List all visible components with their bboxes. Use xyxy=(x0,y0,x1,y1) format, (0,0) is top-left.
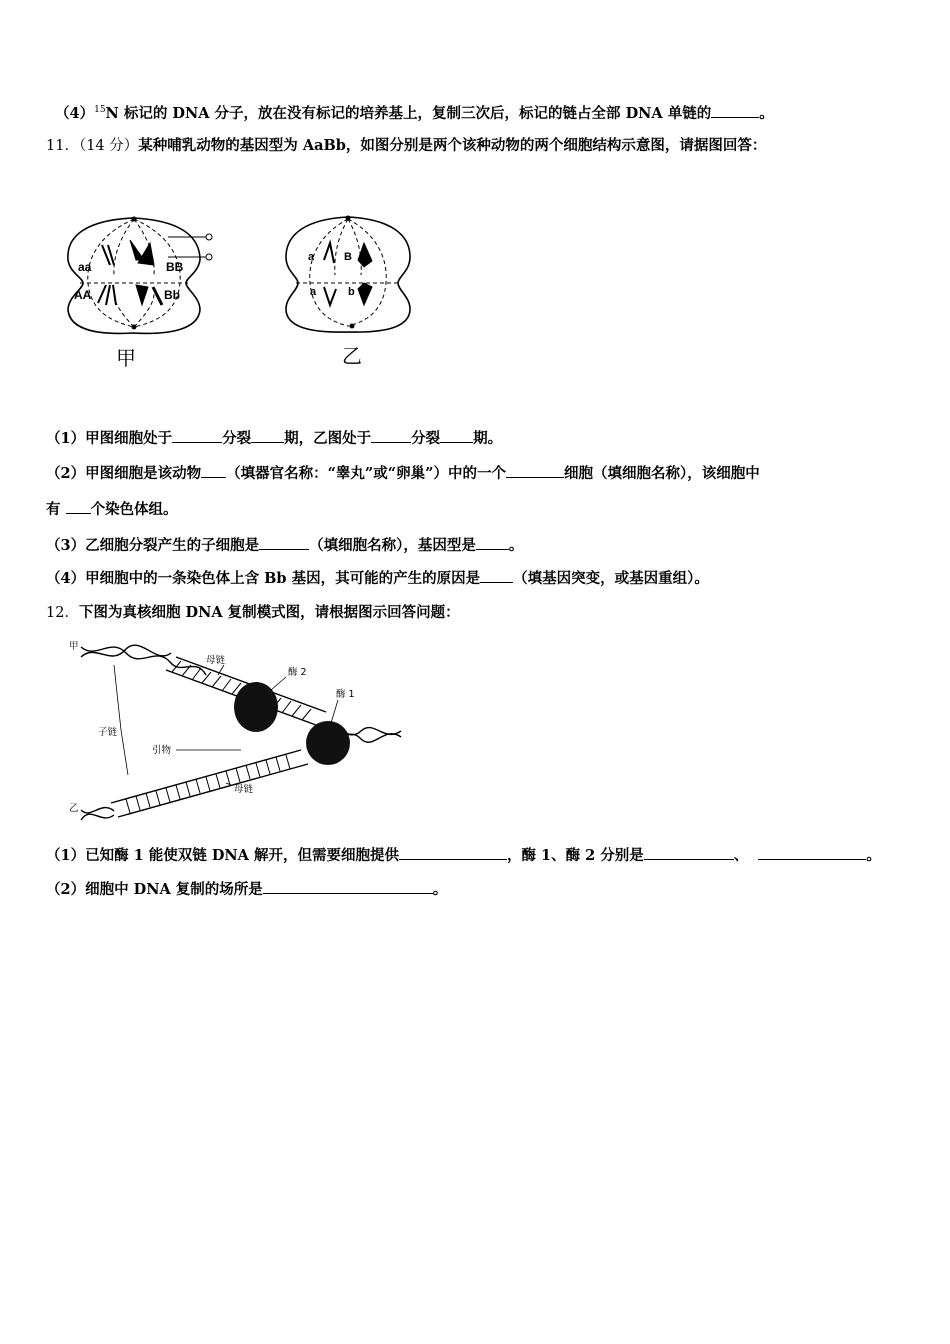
label-yinwu: 引物 xyxy=(152,745,172,756)
answer-blank[interactable] xyxy=(172,428,222,443)
gene-label-a1: a xyxy=(308,251,315,263)
q11-stem-line xyxy=(46,136,766,156)
q12-1-text: 。 xyxy=(866,847,881,864)
q11-1-text: 期，乙图处于 xyxy=(284,430,372,447)
q11-2-text: （2）甲图细胞是该动物 xyxy=(46,465,202,482)
answer-blank[interactable] xyxy=(399,845,507,860)
q12-number: 12． xyxy=(46,605,79,621)
gene-label-B: B xyxy=(344,251,352,263)
answer-blank[interactable] xyxy=(201,463,226,478)
q11-2-text: 个染色体组。 xyxy=(90,501,178,518)
q11-3-text: （填细胞名称），基因型是 xyxy=(309,537,476,554)
gene-label-a2: a xyxy=(310,286,317,298)
q10-4-number: （4） xyxy=(55,105,95,122)
answer-blank[interactable] xyxy=(644,845,734,860)
label-enzyme-2: 酶 2 xyxy=(288,667,307,678)
q11-3-text: （3）乙细胞分裂产生的子细胞是 xyxy=(46,537,260,554)
strand-label-yi: 乙 xyxy=(69,803,79,814)
isotope-superscript: 15 xyxy=(94,105,106,115)
q11-4-line xyxy=(46,568,709,589)
answer-blank[interactable] xyxy=(371,428,411,443)
label-enzyme-1: 酶 1 xyxy=(336,689,355,700)
gene-label-b: b xyxy=(348,286,355,298)
label-zilian: 子链 xyxy=(98,727,118,738)
answer-blank[interactable] xyxy=(476,535,509,550)
q10-4-line xyxy=(55,100,774,124)
cell-division-figure xyxy=(58,205,428,370)
punct: 。 xyxy=(759,105,774,122)
gene-label-BB: BB xyxy=(166,260,184,274)
figure-label-jia: 甲 xyxy=(116,348,136,370)
answer-blank[interactable] xyxy=(480,568,513,583)
strand-label-jia: 甲 xyxy=(69,641,79,652)
q12-2-line xyxy=(46,879,447,900)
q11-2-text: 有 xyxy=(46,501,66,518)
q12-2-text: （2）细胞中 DNA 复制的场所是 xyxy=(46,881,263,898)
gene-label-Bb: Bb xyxy=(164,288,180,302)
answer-blank[interactable] xyxy=(263,879,433,894)
q11-3-text: 。 xyxy=(508,537,524,554)
q12-1-text: 、 xyxy=(733,847,749,864)
label-mulian-upper: 母链 xyxy=(206,655,226,666)
q12-1-text: （1）已知酶 1 能使双链 DNA 解开，但需要细胞提供 xyxy=(46,847,399,864)
q11-2-text: （填器官名称：“睾丸”或“卵巢”）中的一个 xyxy=(226,465,506,482)
q10-4-text: N 标记的 DNA 分子，放在没有标记的培养基上，复制三次后，标记的链占全部 DNA 单链的 xyxy=(105,105,712,122)
answer-blank[interactable] xyxy=(758,845,866,860)
answer-blank[interactable] xyxy=(259,535,309,550)
gene-label-AA: AA xyxy=(74,288,92,302)
cell-yi-membrane xyxy=(286,217,410,332)
q12-2-text: 。 xyxy=(432,881,448,898)
q12-1-text: ，酶 1、酶 2 分别是 xyxy=(506,847,644,864)
q12-stem-line xyxy=(46,603,460,623)
q11-4-text: （填基因突变，或基因重组）。 xyxy=(513,570,709,587)
q11-number: 11． xyxy=(46,138,79,154)
answer-blank[interactable] xyxy=(251,428,284,443)
q11-4-text: （4）甲细胞中的一条染色体上含 Bb 基因，其可能的产生的原因是 xyxy=(46,570,481,587)
q11-stem: 某种哺乳动物的基因型为 AaBb，如图分别是两个该种动物的两个细胞结构示意图，请据图回答： xyxy=(138,137,767,154)
q11-1-text: 分裂 xyxy=(222,430,252,447)
q11-1-text: 期。 xyxy=(473,430,503,447)
enzyme-1-shape xyxy=(306,721,350,765)
q11-1-line xyxy=(46,428,502,449)
gene-label-aa: aa xyxy=(78,260,92,274)
q11-2-line-cont xyxy=(46,499,178,520)
label-mulian-lower: 母链 xyxy=(234,784,254,795)
q11-2-text: 细胞（填细胞名称），该细胞中 xyxy=(563,465,760,482)
q12-1-line xyxy=(46,845,881,866)
figure-label-yi: 乙 xyxy=(342,346,362,368)
q11-1-text: 分裂 xyxy=(411,430,441,447)
answer-blank[interactable] xyxy=(506,463,564,478)
answer-blank[interactable] xyxy=(711,103,759,118)
q11-1-text: （1）甲图细胞处于 xyxy=(46,430,173,447)
q11-2-line xyxy=(46,463,760,484)
q11-score: （14 分） xyxy=(78,138,139,154)
q12-stem: 下图为真核细胞 DNA 复制模式图，请根据图示回答问题： xyxy=(78,604,460,621)
answer-blank[interactable] xyxy=(440,428,473,443)
q11-3-line xyxy=(46,535,523,556)
answer-blank[interactable] xyxy=(66,499,91,514)
dna-replication-figure xyxy=(66,635,411,830)
